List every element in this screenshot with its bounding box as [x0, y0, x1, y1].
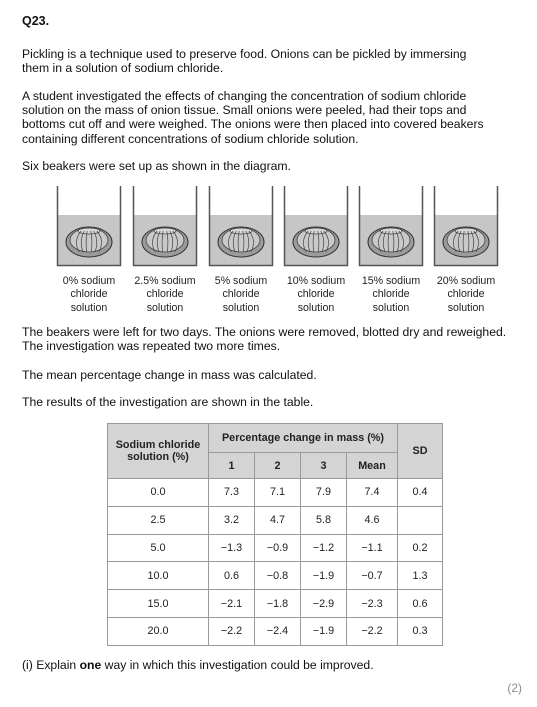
mean-header: Mean — [347, 453, 398, 479]
beaker-label: 10% sodium chloride solution — [286, 275, 346, 314]
procedure-paragraph — [22, 325, 522, 353]
table-row: 0.0 7.3 7.1 7.9 7.4 0.4 — [108, 479, 443, 507]
beaker-icon — [56, 185, 122, 267]
results-intro: The results of the investigation are shown in the table. — [22, 395, 314, 409]
results-table — [107, 423, 443, 646]
beaker-0-percent — [56, 185, 122, 267]
text-line: them in a solution of sodium chloride. — [22, 61, 224, 76]
table-row: 5.0 −1.3 −0.9 −1.2 −1.1 0.2 — [108, 534, 443, 562]
method-paragraph — [22, 89, 522, 146]
text-line: bottoms cut off and were weighed. The onions were then placed into covered beakers — [22, 117, 484, 132]
onion-icon — [66, 227, 112, 257]
mean-paragraph: The mean percentage change in mass was calculated. — [22, 368, 317, 382]
emphasis-word: one — [79, 658, 102, 672]
sd-header: SD — [398, 424, 443, 479]
trial-1-header: 1 — [209, 453, 255, 479]
beaker-icon — [358, 185, 424, 267]
beaker-10-percent — [283, 185, 349, 267]
concentration-header: Sodium chloride solution (%) — [108, 424, 209, 479]
text-line: solution on the mass of onion tissue. Small onions were peeled, had their tops and — [22, 103, 467, 118]
beaker-5-percent — [208, 185, 274, 267]
diagram-intro: Six beakers were set up as shown in the diagram. — [22, 159, 291, 173]
beaker-icon — [433, 185, 499, 267]
table-row: 20.0 −2.2 −2.4 −1.9 −2.2 0.3 — [108, 617, 443, 645]
beaker-diagram — [52, 185, 502, 325]
text-line: The investigation was repeated two more times. — [22, 339, 281, 354]
trial-3-header: 3 — [301, 453, 347, 479]
beaker-icon — [132, 185, 198, 267]
beaker-label: 5% sodium chloride solution — [214, 275, 268, 314]
table-row: 10.0 0.6 −0.8 −1.9 −0.7 1.3 — [108, 562, 443, 590]
text-line: A student investigated the effects of changing the concentration of sodium chloride — [22, 89, 467, 103]
percentage-change-header: Percentage change in mass (%) — [209, 424, 398, 453]
beaker-label: 20% sodium chloride solution — [436, 275, 496, 314]
beaker-2-5-percent — [132, 185, 198, 267]
beaker-20-percent — [433, 185, 499, 267]
text-line: Pickling is a technique used to preserve food. Onions can be pickled by immersing — [22, 47, 467, 61]
onion-icon — [368, 227, 414, 257]
trial-2-header: 2 — [255, 453, 301, 479]
beaker-label: 15% sodium chloride solution — [361, 275, 421, 314]
beaker-icon — [283, 185, 349, 267]
question-part-i: (i) Explain one way in which this investigation could be improved. — [22, 658, 374, 672]
question-number: Q23. — [22, 14, 50, 28]
text-line: The beakers were left for two days. The onions were removed, blotted dry and reweighed. — [22, 325, 507, 339]
onion-icon — [293, 227, 339, 257]
onion-icon — [443, 227, 489, 257]
marks-allocation: (2) — [507, 681, 522, 695]
beaker-label: 2.5% sodium chloride solution — [134, 275, 196, 314]
beaker-15-percent — [358, 185, 424, 267]
text-line: containing different concentrations of sodium chloride solution. — [22, 131, 359, 146]
onion-icon — [218, 227, 264, 257]
beaker-label: 0% sodium chloride solution — [62, 275, 116, 314]
intro-paragraph — [22, 47, 522, 75]
onion-icon — [142, 227, 188, 257]
table-row: 15.0 −2.1 −1.8 −2.9 −2.3 0.6 — [108, 590, 443, 618]
table-row: 2.5 3.2 4.7 5.8 4.6 — [108, 506, 443, 534]
beaker-icon — [208, 185, 274, 267]
